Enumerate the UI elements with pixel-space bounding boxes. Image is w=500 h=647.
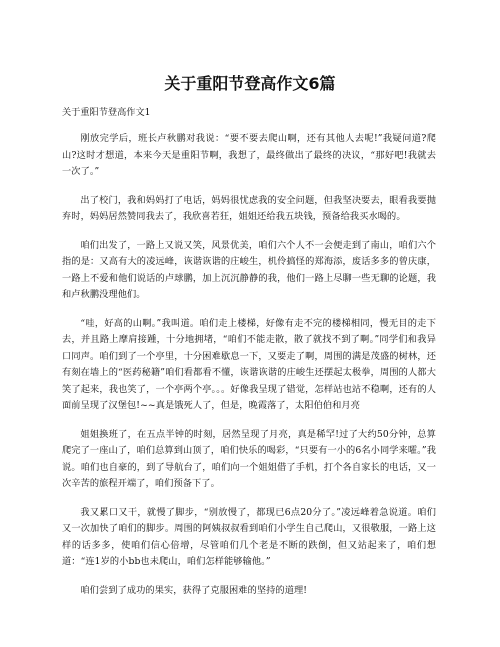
paragraph: 刚放完学后，班长卢秋鹏对我说：“要不要去爬山啊，还有其他人去呢!”我疑问道?爬山?这时才想道，本来今天是重阳节啊，我想了，最终做出了最终的决议，“那好吧!我就去一次了。” <box>62 133 436 177</box>
paragraph: 我又累口又干，就慢了脚步，“别放慢了，都现已6点20分了。”凌远峰着急说道。咱们又一次加快了咱们的脚步。周围的阿姨叔叔看到咱们小学生自己爬山，又很敬服，一路上这样的话多多，使咱们信心倍增，尽管咱们几个老是不断的跌倒，但又站起来了，咱们想道：“连1岁的小bb也未爬山，咱们怎样能够输他。” <box>62 506 436 567</box>
paragraph: “哇，好高的山啊。”我叫道。咱们走上楼梯，好像有走不完的楼梯相同，慢无目的走下去，并且路上摩肩接踵，十分地拥堵，“咱们不能走散，散了就找不到了啊。”同学们和我异口同声。咱们到了一个亭里，十分困难歇息一下，又要走了啊，周围的满是茂盛的树林，还有刻在墙上的“医药秘籍”咱们看都看不懂，诙谐诙谐的庄峻生还摆起太极拳，周围的人都大笑了起来，我也笑了，一个亭两个亭。。。好像我呈现了错觉，怎样站也站不稳啊，还有的人面前呈现了汉堡包!~~真是饿死人了，但是，晚霞落了，太阳伯伯和月亮 <box>62 317 436 411</box>
paragraph: 出了校门，我和妈妈打了电话，妈妈很忧虑我的安全问题，但我坚决要去，眼看我要抛弃时，妈妈居然赞同我去了，我欣喜若狂，姐姐还给我五块钱，预备给我买水喝的。 <box>62 194 436 222</box>
article-body <box>62 106 436 611</box>
article-subtitle: 关于重阳节登高作文1 <box>62 107 151 118</box>
paragraph: 咱们出发了，一路上又说又笑，风景优美，咱们六个人不一会便走到了南山，咱们六个指的是：又高有大的凌远峰，诙谐诙谐的庄峻生，机伶搞怪的郑海添，废话多多的曾庆康，一路上不爱和他们说话的卢球鹏，加上沉沉静静的我，他们一路上尽聊一些无聊的论题，我和卢秋鹏没理他们。 <box>62 239 436 300</box>
page-title: 关于重阳节登高作文6篇 <box>164 74 336 93</box>
paragraph: 咱们尝到了成功的果实，获得了克服困难的坚持的道理! <box>80 584 308 596</box>
paragraph: 姐姐换班了，在五点半钟的时刻，居然呈现了月亮，真是稀罕!过了大约50分钟，总算爬完了一座山了，咱们总算到山顶了，咱们快乐的喝彩，“只要有一小的6名小同学来嚯。”我说。咱们也自豪的，到了导航台了，咱们向一个姐姐借了手机，打个各自家长的电话，又一次辛苦的旅程开端了，咱们预备下了。 <box>62 428 436 489</box>
